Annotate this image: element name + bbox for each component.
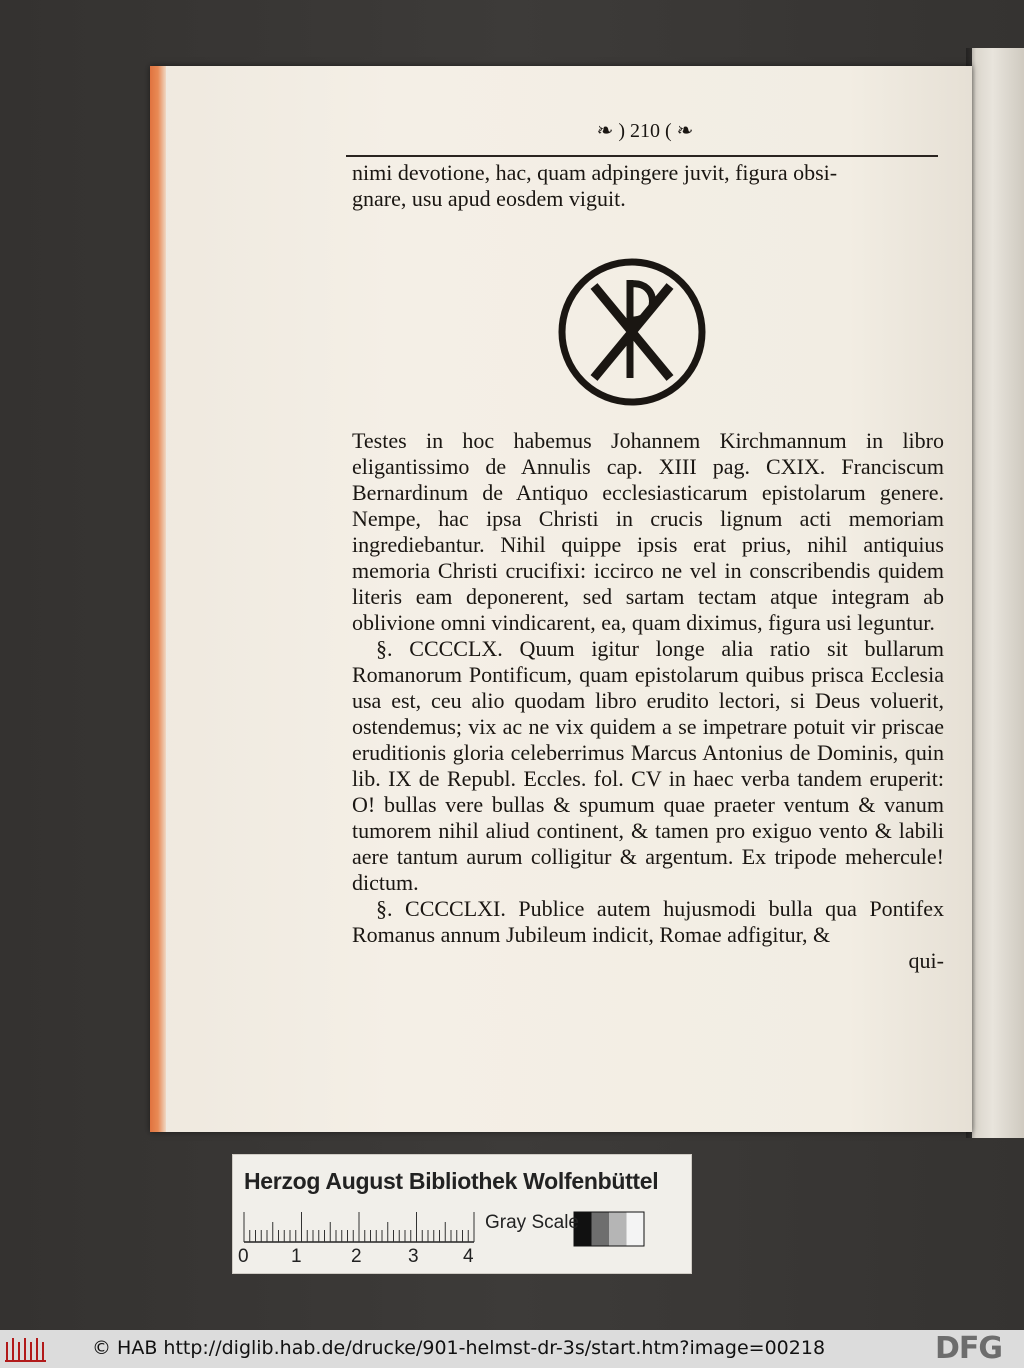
ruler-number: 4 (463, 1246, 474, 1267)
ruler-number: 0 (238, 1246, 249, 1267)
gray-scale-swatches (574, 1212, 644, 1246)
paragraph-cccclxi: §. CCCCLXI. Publice autem hujusmodi bulla qua Pontifex Romanus annum Jubileum indicit, Romae adfigitur, & (352, 896, 944, 947)
gray-swatch (592, 1212, 610, 1246)
hab-logo-icon (4, 1334, 48, 1364)
intro-line: gnare, usu apud eosdem viguit. (352, 186, 626, 211)
ruler-ticks (244, 1212, 474, 1242)
body-text (352, 428, 944, 974)
adjacent-page (972, 48, 1024, 1138)
paragraph-testes: Testes in hoc habemus Johannem Kirchmannum in libro eligantissimo de Annulis cap. XIII pag. CXIX. Franciscum Bernardinum de Antiquo ecclesiasticarum epistolarum genere. Nempe, hac ipsa Christi in crucis lignum acti memoriam ingrediebantur. Nihil quippe ipsis erat prius, nihil antiquius memoria Christi crucifixi: iccirco ne vel in conscribendis quidem literis eam deponerent, sed sartam tectam atque integram ab oblivione omni vindicarent, ea, quam diximus, figura usi leguntur. (352, 428, 944, 635)
gray-swatch (609, 1212, 627, 1246)
ruler-title: Herzog August Bibliothek Wolfenbüttel (244, 1168, 659, 1194)
paragraph-cccclx: §. CCCCLX. Quum igitur longe alia ratio sit bullarum Romanorum Pontificum, quam epistolarum quibus prisca Ecclesia usa est, ceu alio quodam libro erudito lectori, si Deus voluerit, ostendemus; vix ac ne vix quidem a se impetrare potuit vir priscae eruditionis gloria celeberrimus Marcus Antonius de Dominis, quin lib. IX de Republ. Eccles. fol. CV in haec verba tandem eruperit: O! bullas vere bullas & spumum quae praeter ventum & vanum tumorem nihil aliud continent, & tamen pro exiguo vento & labili aere tantum aurum colligitur & argentum. Ex tripode mehercule! dictum. (352, 636, 944, 895)
dfg-logo: DFG (935, 1331, 1003, 1366)
ruler-number: 3 (408, 1246, 419, 1267)
intro-text (352, 160, 944, 212)
page-red-edge (150, 66, 166, 1132)
ruler-number: 2 (351, 1246, 362, 1267)
ruler-number: 1 (291, 1246, 302, 1267)
gray-swatch (627, 1212, 645, 1246)
footer-url[interactable]: © HAB http://diglib.hab.de/drucke/901-helmst-dr-3s/start.htm?image=00218 (92, 1337, 826, 1359)
header-rule (346, 155, 938, 157)
running-head: ❧ ) 210 ( ❧ (596, 120, 694, 142)
catchword: qui- (908, 948, 944, 973)
intro-line: nimi devotione, hac, quam adpingere juvit, figura obsi- (352, 160, 838, 185)
gray-scale-label: Gray Scale (485, 1212, 579, 1233)
chi-rho-emblem (556, 256, 708, 408)
